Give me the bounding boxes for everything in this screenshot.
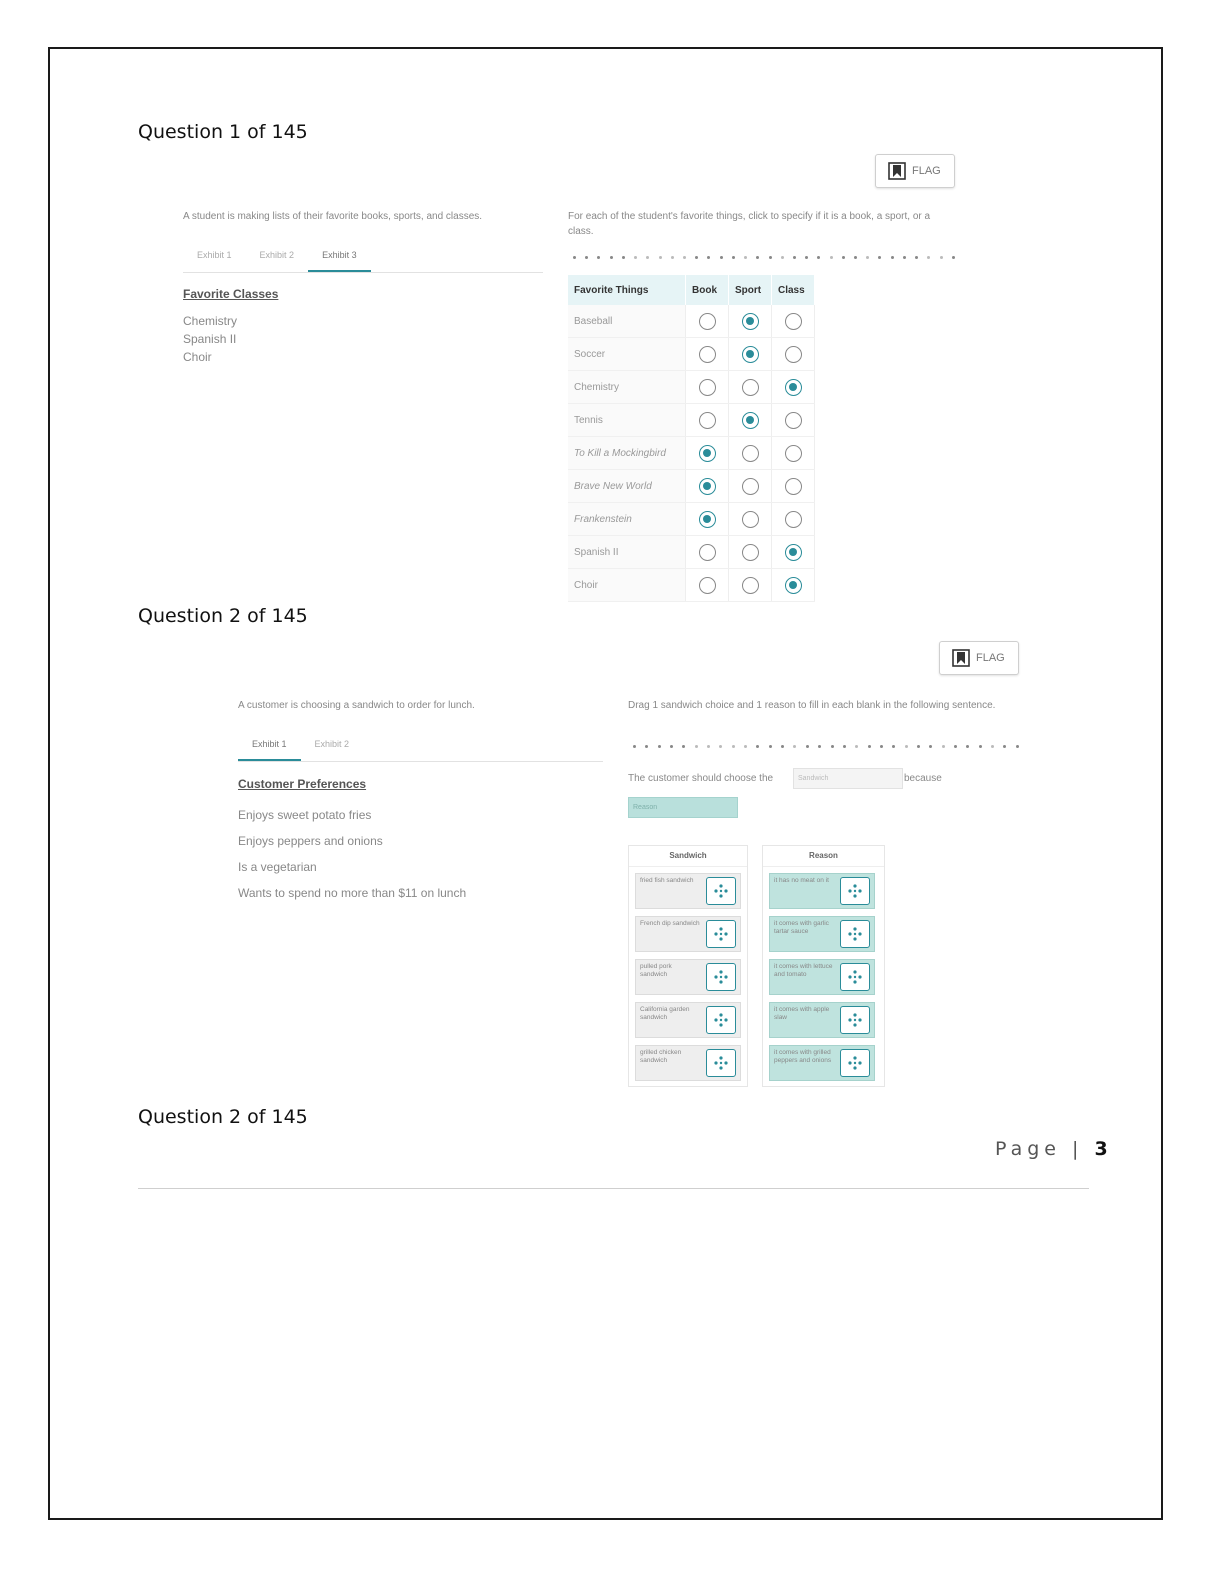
reason-choice[interactable] [769,959,875,995]
sandwich-choices-panel [628,845,748,1087]
sport-radio[interactable] [742,577,759,594]
progress-dot [855,745,858,748]
tab-exhibit-3[interactable]: Exhibit 3 [308,246,371,272]
progress-dot [818,745,821,748]
sport-radio[interactable] [742,511,759,528]
column-header-book: Book [686,275,729,305]
progress-dot [744,745,747,748]
radio-cell [686,569,729,602]
progress-dot [891,256,894,259]
progress-dot [645,745,648,748]
radio-cell [772,371,815,404]
progress-dot [940,256,943,259]
progress-dot [854,256,857,259]
progress-dot [927,256,930,259]
move-icon[interactable] [840,1006,870,1034]
radio-cell [729,536,772,569]
progress-dot [793,256,796,259]
progress-dot [769,256,772,259]
row-label: Soccer [568,338,686,371]
progress-dot [781,256,784,259]
progress-dot [806,745,809,748]
radio-cell [729,338,772,371]
progress-dot [585,256,588,259]
move-icon[interactable] [840,920,870,948]
exhibit-title: Customer Preferences [238,777,367,791]
question-2-stem: A customer is choosing a sandwich to order for lunch. [238,700,475,711]
row-label: To Kill a Mockingbird [568,437,686,470]
sport-radio[interactable] [742,445,759,462]
progress-dot [892,745,895,748]
reason-panel-header: Reason [763,846,884,867]
question-1-instruction: For each of the student's favorite things, click to specify if it is a book, a sport, or a class. [568,211,931,237]
class-radio[interactable] [785,313,802,330]
book-radio[interactable] [699,544,716,561]
radio-cell [772,305,815,338]
move-icon[interactable] [706,963,736,991]
question-1-stem: A student is making lists of their favorite books, sports, and classes. [183,211,483,222]
move-icon[interactable] [840,877,870,905]
table-row [568,470,815,503]
progress-dot [830,256,833,259]
move-icon[interactable] [706,877,736,905]
reason-choices-panel [762,845,885,1087]
progress-dot [805,256,808,259]
progress-dot [695,745,698,748]
question-3-heading: Question 2 of 145 [138,1106,308,1128]
move-icon[interactable] [706,920,736,948]
exhibit-item: Spanish II [183,332,237,346]
exhibit-item: Choir [183,350,212,364]
book-radio[interactable] [699,346,716,363]
classification-table [568,275,815,602]
progress-dot [634,256,637,259]
row-label: Brave New World [568,470,686,503]
progress-dot [756,745,759,748]
progress-dot [659,256,662,259]
radio-cell [772,437,815,470]
book-radio[interactable] [699,511,716,528]
progress-dot [670,745,673,748]
book-radio[interactable] [699,412,716,429]
move-icon[interactable] [706,1049,736,1077]
row-label: Tennis [568,404,686,437]
radio-cell [729,503,772,536]
table-row [568,569,815,602]
sentence-start: The customer should choose the [628,773,774,784]
reason-choice[interactable] [769,1045,875,1081]
exhibit-title: Favorite Classes [183,287,279,301]
table-row [568,536,815,569]
exhibit-item: Enjoys peppers and onions [238,834,383,848]
radio-cell [686,437,729,470]
choice-label: French dip sandwich [640,920,700,927]
exhibit-item: Enjoys sweet potato fries [238,808,372,822]
radio-cell [686,470,729,503]
radio-cell [686,338,729,371]
radio-cell [772,569,815,602]
column-header-sport: Sport [729,275,772,305]
row-label: Choir [568,569,686,602]
row-label: Baseball [568,305,686,338]
progress-dot [1016,745,1019,748]
sandwich-choice[interactable] [635,1045,741,1081]
class-radio[interactable] [785,478,802,495]
tab-exhibit-1[interactable]: Exhibit 1 [238,735,301,761]
move-icon[interactable] [706,1006,736,1034]
radio-cell [686,503,729,536]
progress-dots [573,256,955,259]
book-radio[interactable] [699,478,716,495]
progress-dot [793,745,796,748]
book-radio[interactable] [699,577,716,594]
radio-cell [686,305,729,338]
reason-drop-zone[interactable]: Reason [628,797,738,818]
exhibit-item: Wants to spend no more than $11 on lunch [238,886,467,900]
progress-dot [597,256,600,259]
tab-exhibit-1[interactable]: Exhibit 1 [197,250,232,260]
sandwich-panel-header: Sandwich [629,846,747,867]
progress-dots [633,745,1019,748]
question-1-heading: Question 1 of 145 [138,121,308,143]
exhibit-item: Is a vegetarian [238,860,317,874]
move-icon[interactable] [840,963,870,991]
sport-radio[interactable] [742,346,759,363]
tab-exhibit-2[interactable]: Exhibit 2 [259,250,295,260]
progress-dot [942,745,945,748]
choice-label: it has no meat on it [774,877,829,884]
progress-dot [610,256,613,259]
class-radio[interactable] [785,577,802,594]
question-1-exhibit-tabs [183,246,543,273]
sport-radio[interactable] [742,313,759,330]
table-row [568,437,815,470]
flag-label: FLAG [976,652,1005,664]
progress-dot [917,745,920,748]
radio-cell [772,338,815,371]
radio-cell [729,305,772,338]
progress-dot [658,745,661,748]
progress-dot [732,256,735,259]
sandwich-choice[interactable] [635,873,741,909]
radio-cell [729,404,772,437]
class-radio[interactable] [785,379,802,396]
progress-dot [866,256,869,259]
progress-dot [903,256,906,259]
progress-dot [719,745,722,748]
reason-choice[interactable] [769,873,875,909]
progress-dot [878,256,881,259]
choice-label: it comes with apple slaw [774,1006,830,1021]
page-number: Page | 3 [995,1138,1108,1160]
progress-dot [952,256,955,259]
flag-label: FLAG [912,165,941,177]
table-row [568,305,815,338]
table-row [568,338,815,371]
book-radio[interactable] [699,313,716,330]
table-row [568,503,815,536]
progress-dot [979,745,982,748]
book-radio[interactable] [699,445,716,462]
progress-dot [622,256,625,259]
row-label: Chemistry [568,371,686,404]
progress-dot [954,745,957,748]
class-radio[interactable] [785,412,802,429]
progress-dot [732,745,735,748]
choice-label: it comes with garlic tartar sauce [774,920,829,935]
sport-radio[interactable] [742,544,759,561]
question-2-instruction: Drag 1 sandwich choice and 1 reason to fill in each blank in the following sentence. [628,700,996,711]
sandwich-choice[interactable] [635,916,741,952]
radio-cell [729,437,772,470]
radio-cell [772,503,815,536]
flag-button[interactable] [939,641,1019,675]
bookmark-icon [952,649,970,667]
book-radio[interactable] [699,379,716,396]
progress-dot [707,745,710,748]
sandwich-choice[interactable] [635,1002,741,1038]
progress-dot [781,745,784,748]
progress-dot [842,256,845,259]
progress-dot [831,745,834,748]
radio-cell [772,536,815,569]
progress-dot [915,256,918,259]
column-header-favorite-things: Favorite Things [568,275,686,305]
radio-cell [686,404,729,437]
page-number-value: 3 [1094,1138,1108,1160]
progress-dot [966,745,969,748]
progress-dot [720,256,723,259]
progress-dot [880,745,883,748]
progress-dot [633,745,636,748]
class-radio[interactable] [785,445,802,462]
tab-exhibit-2[interactable]: Exhibit 2 [314,739,350,749]
class-radio[interactable] [785,511,802,528]
radio-cell [729,371,772,404]
radio-cell [772,404,815,437]
progress-dot [682,745,685,748]
page-label: Page [995,1138,1061,1160]
choice-label: it comes with grilled peppers and onions [774,1049,832,1064]
footer-rule [138,1188,1089,1189]
progress-dot [646,256,649,259]
row-label: Spanish II [568,536,686,569]
sentence-mid: because [904,773,942,784]
flag-button[interactable] [875,154,955,188]
class-radio[interactable] [785,346,802,363]
choice-label: California garden sandwich [640,1006,690,1021]
reason-choice[interactable] [769,916,875,952]
radio-cell [729,470,772,503]
choice-label: grilled chicken sandwich [640,1049,682,1064]
progress-dot [756,256,759,259]
progress-dot [1003,745,1006,748]
sport-radio[interactable] [742,478,759,495]
class-radio[interactable] [785,544,802,561]
exhibit-item: Chemistry [183,314,238,328]
column-header-class: Class [772,275,815,305]
choice-label: pulled pork sandwich [640,963,672,978]
progress-dot [744,256,747,259]
exhibit-list [238,802,466,906]
radio-cell [686,371,729,404]
progress-dot [868,745,871,748]
choice-label: it comes with lettuce and tomato [774,963,833,978]
table-row [568,404,815,437]
progress-dot [683,256,686,259]
move-icon[interactable] [840,1049,870,1077]
radio-cell [686,536,729,569]
progress-dot [929,745,932,748]
progress-dot [991,745,994,748]
progress-dot [905,745,908,748]
progress-dot [573,256,576,259]
radio-cell [729,569,772,602]
progress-dot [843,745,846,748]
bookmark-icon [888,162,906,180]
question-2-exhibit-tabs [238,735,603,762]
choice-label: fried fish sandwich [640,877,694,884]
sandwich-choice[interactable] [635,959,741,995]
progress-dot [769,745,772,748]
exhibit-list [183,312,237,366]
row-label: Frankenstein [568,503,686,536]
sport-radio[interactable] [742,412,759,429]
progress-dot [695,256,698,259]
progress-dot [707,256,710,259]
radio-cell [772,470,815,503]
reason-choice[interactable] [769,1002,875,1038]
progress-dot [671,256,674,259]
table-row [568,371,815,404]
progress-dot [817,256,820,259]
question-2-heading: Question 2 of 145 [138,605,308,627]
sport-radio[interactable] [742,379,759,396]
sandwich-drop-zone[interactable]: Sandwich [793,768,903,789]
